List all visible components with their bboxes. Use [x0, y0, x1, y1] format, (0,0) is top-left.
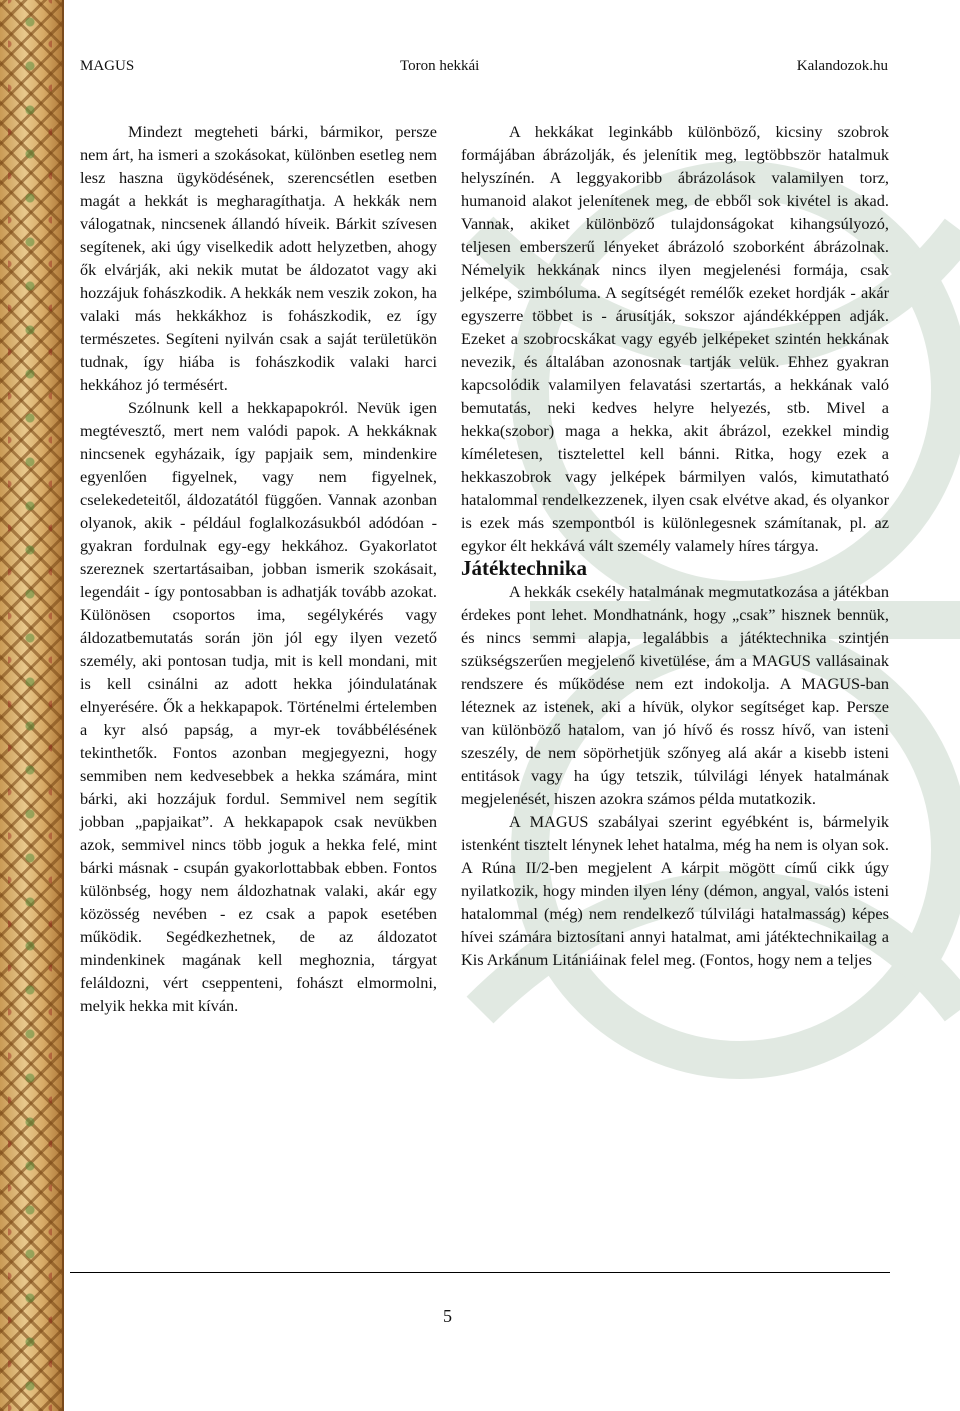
- paragraph: Mindezt megteheti bárki, bármikor, persze nem árt, ha ismeri a szokásokat, különben esetleg nem lesz haszna ügyködésének, szerencsétlen esetben magát a hekkát is megharagíthatja. A hekkák nem válogatnak, nincsenek állandó híveik. Bárkit szívesen segítenek, aki úgy viselkedik adott helyzetben, ahogy ők elvárják, aki nekik mutat be áldozatot vagy aki hozzájuk fohászkodik. A hekkák nem veszik zokon, ha valaki más hekkákhoz is fohászkodik, ez így természetes. Segíteni nyilván csak a saját területükön tudnak, így hiába is fohászkodik valaki harci hekkához jó termésért.: [80, 122, 437, 394]
- decorative-border: [0, 0, 64, 1411]
- paragraph: A hekkák csekély hatalmának megmutatkozása a játékban érdekes pont lehet. Mondhatnánk, hogy „csak” hisznek bennük, és nincs semmi alapja, legalábbis a játéktechnika szintjén szükségszerűen megjelenő kivetülése, ám a MAGUS vallásainak rendszere és működése nem ezt indokolja. A MAGUS-ban léteznek az istenek, aki a hívük, olykor segítséget kap. Persze van különböző hatalom, van jó hívő és rossz hívő, van isteni szeszély, de nem söpörhetjük szőnyeg alá akár a kisebb isteni entitások vagy ha úgy tetszik, túlvilági lények hatalmának megjelenését, hiszen azokra számos példa mutatkozik.: [461, 582, 889, 808]
- page-header: [80, 58, 888, 82]
- right-column: [461, 120, 889, 971]
- paragraph: A MAGUS szabályai szerint egyébként is, bármelyik istenként tisztelt lénynek lehet hatalma, még ha nem is olyan sok. A Rúna II/2-ben megjelent A kárpit mögött című cikk úgy nyilatkozik, hogy minden ilyen lény (démon, angyal, valós isteni hatalommal (még) nem rendelkező túlvilági hatalmasság) képes hívei számára biztosítani annyi hatalmat, ami játéktechnikailag a Kis Arkánum Litániáinak felel meg. (Fontos, hogy nem a teljes: [461, 812, 889, 969]
- section-title: Játéktechnika: [461, 556, 587, 580]
- paragraph: A hekkákat leginkább különböző, kicsiny szobrok formájában ábrázolják, és jelenítik meg, legtöbbször hatalmuk helyszínén. A leggyakoribb ábrázolások valamilyen torz, humanoid alakot jelenítenek meg, de ebből sok kivétel is akad. Vannak, akiket különböző tulajdonságokat kihangsúlyozó, teljesen emberszerű lényeket ábrázoló szoborként ábrázolnak. Némelyik hekkának nincs ilyen megjelenési formája, csak jelképe, szimbóluma. A segítségét remélők ezeket hordják - akár egyszerre többet is - árusítják, sokszor ajándékképpen adják. Ezeket a szobrocskákat vagy egyéb jelképeket szintén hekkának nevezik, és általában azonosnak tartják velük. Ehhez gyakran kapcsolódik valamilyen felavatási szertartás, a hekkának való bemutatás, neki kedves helyre helyezés, stb. Mivel a hekka(szobor) maga a hekka, akit ábrázol, ezekkel mindig kíméletesen, tisztelettel kell bánni. Ritka, hogy ezek a hekkaszobrok vagy jelképek bármilyen valós, kimutatható hatalommal rendelkezzenek, ilyen csak elvétve akad, és olyankor is ezek más szempontból is különlegesnek számítanak, pl. az egykor élt hekkává vált személy valamely híres tárgya.: [461, 122, 889, 555]
- paragraph: Szólnunk kell a hekkapapokról. Nevük igen megtévesztő, mert nem valódi papok. A hekkáknak nincsenek egyházaik, így papjaik sem, mindenkire egyenlően figyelnek, vagy nem figyelnek, cselekedeteitől, áldozatától függően. Vannak azonban olyanok, akik - például foglalkozásukból adódóan - gyakran fordulnak egy-egy hekkához. Gyakorlatot szereznek szertartásaiban, jobban ismerik szokásait, legendáit - így pontosabban is adhatják tovább azokat. Különösen csoportos ima, segélykérés vagy áldozatbemutatás során jön jól egy ilyen vezető személy, aki pontosan tudja, mit is kell mondani, mit is kell csinálni az adott hekka jóindulatának elnyerésére. Ők a hekkapapok. Történelmi értelemben a kyr alsó papság, a myr-ek továbbélésének tekinthetők. Fontos azonban megjegyezni, hogy semmiben nem kedvesebbek a hekka számára, mint bárki, aki hozzájuk fordul. Semmivel nem segítik jobban „papjaikat”. A hekkapapok csak nevükben azok, semmivel nincs több joguk a hekka felé, mint bárki másnak - csupán gyakorlottabbak ebben. Fontos különbség, hogy nem áldozhatnak valaki, akár egy közösség nevében - ez csak a papok esetében működik. Segédkezhetnek, de az áldozatot mindenkinek magának kell meghoznia, tárgyat feláldozni, vért cseppenteni, fohászt elmormolni, melyik hekka mit kíván.: [80, 398, 437, 1015]
- left-column: [80, 120, 437, 1017]
- header-left: MAGUS: [80, 58, 135, 74]
- header-center: Toron hekkái: [400, 58, 480, 74]
- page-number: 5: [443, 1306, 452, 1326]
- footer-divider: [70, 1272, 890, 1273]
- header-right: Kalandozok.hu: [796, 58, 888, 74]
